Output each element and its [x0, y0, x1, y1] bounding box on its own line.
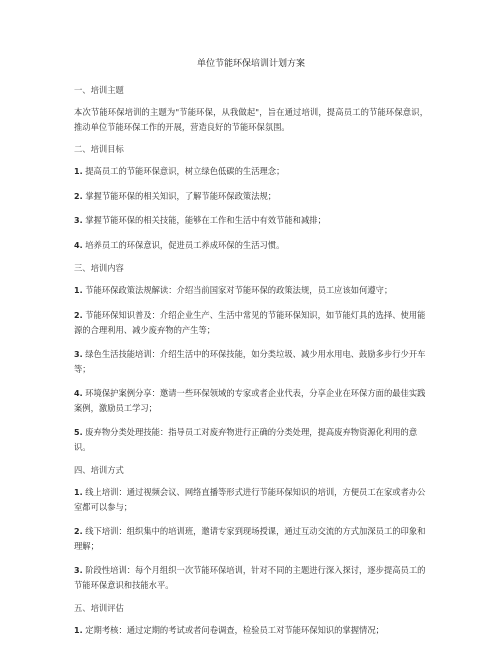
section-content — [74, 262, 428, 455]
section-evaluation — [74, 602, 428, 639]
item-text: 阶段性培训：每个月组织一次节能环保培训，针对不同的主题进行深入探讨，逐步提高员工的节能环保意识和技能水平。 — [74, 564, 426, 590]
list-item — [74, 485, 428, 515]
item-number: 5. — [74, 427, 83, 437]
item-text: 线上培训：通过视频会议、网络直播等形式进行节能环保知识的培训，方便员工在家或者办公室都可以参与； — [74, 486, 426, 512]
list-item — [74, 283, 428, 299]
item-number: 4. — [74, 388, 83, 398]
item-text: 提高员工的节能环保意识，树立绿色低碳的生活理念； — [85, 166, 285, 176]
item-text: 定期考核：通过定期的考试或者问卷调查，检验员工对节能环保知识的掌握情况； — [85, 624, 384, 635]
item-number: 2. — [74, 191, 83, 201]
section-heading: 五、培训评估 — [74, 602, 124, 613]
section-heading: 三、培训内容 — [74, 263, 124, 273]
item-text: 培养员工的环保意识，促进员工养成环保的生活习惯。 — [85, 239, 285, 250]
list-item — [74, 563, 428, 593]
item-number: 1. — [74, 625, 83, 635]
item-number: 1. — [74, 167, 83, 176]
section-heading: 二、培训目标 — [74, 144, 124, 154]
list-item — [74, 425, 428, 455]
section-theme — [74, 84, 428, 134]
item-number: 3. — [74, 349, 83, 359]
section-paragraph: 本次节能环保培训的主题为"节能环保，从我做起"，旨在通过培训，提高员工的节能环保意识，推动单位节能环保工作的开展，营造良好的节能环保氛围。 — [74, 107, 428, 132]
item-text: 线下培训：组织集中的培训班，邀请专家到现场授课，通过互动交流的方式加深员工的印象和理解； — [74, 525, 426, 551]
item-number: 4. — [74, 240, 83, 250]
section-heading: 四、培训方式 — [74, 464, 124, 475]
item-text: 掌握节能环保的相关技能，能够在工作和生活中有效节能和减排； — [85, 215, 326, 225]
item-text: 绿色生活技能培训：介绍生活中的环保技能，如分类垃圾、减少用水用电、鼓励多步行少开车等； — [74, 348, 426, 374]
section-heading: 一、培训主题 — [74, 85, 124, 95]
item-number: 3. — [74, 216, 83, 225]
list-item — [74, 213, 428, 229]
list-item — [74, 386, 428, 416]
item-text: 节能环保知识普及：介绍企业生产、生活中常见的节能环保知识，如节能灯具的选择、使用能源的合理利用、减少废弃物的产生等； — [74, 309, 426, 335]
item-number: 2. — [74, 310, 83, 320]
list-item — [74, 308, 428, 338]
list-item — [74, 623, 428, 639]
list-item — [74, 238, 428, 254]
list-item — [74, 189, 428, 205]
item-number: 1. — [74, 286, 83, 295]
item-number: 2. — [74, 526, 83, 536]
item-text: 环境保护案例分享：邀请一些环保领域的专家或者企业代表，分享企业在环保方面的最佳实践案例，激励员工学习； — [74, 387, 426, 413]
document-title: 单位节能环保培训计划方案 — [196, 59, 305, 69]
section-goals — [74, 143, 428, 253]
item-number: 1. — [74, 487, 83, 497]
list-item — [74, 524, 428, 554]
item-text: 废弃物分类处理技能：指导员工对废弃物进行正确的分类处理，提高废弃物资源化利用的意识。 — [74, 426, 418, 452]
list-item — [74, 347, 428, 377]
list-item — [74, 164, 428, 180]
item-text: 节能环保政策法规解读：介绍当前国家对节能环保的政策法规，员工应该如何遵守； — [85, 285, 393, 295]
section-methods — [74, 464, 428, 593]
item-text: 掌握节能环保的相关知识，了解节能环保政策法规； — [85, 190, 277, 201]
item-number: 3. — [74, 565, 83, 575]
